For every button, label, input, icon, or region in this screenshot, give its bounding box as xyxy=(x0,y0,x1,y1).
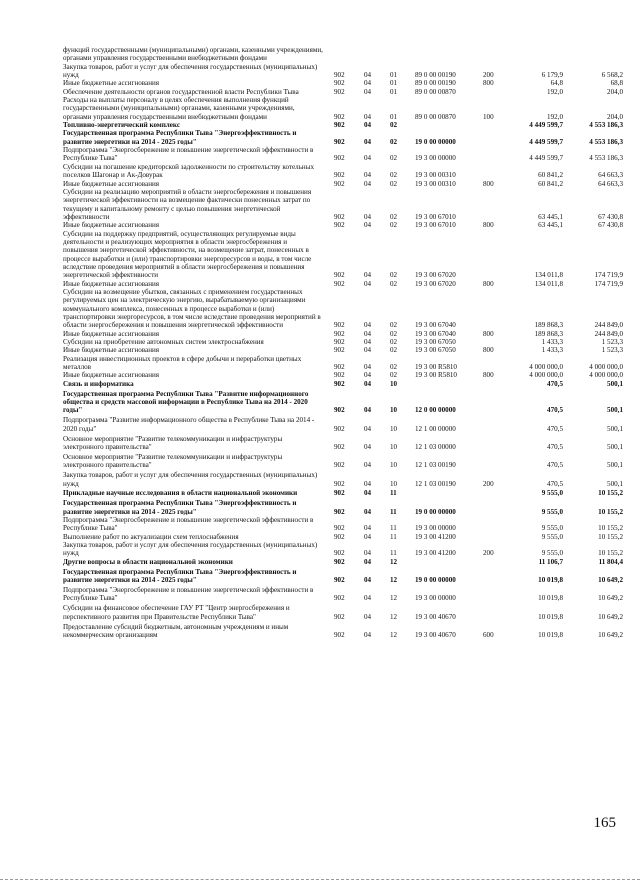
table-row xyxy=(63,330,623,338)
table-row xyxy=(63,188,623,221)
table-row xyxy=(63,489,623,497)
cell-amount-2019: 470,5 xyxy=(547,424,563,433)
row-description: Другие вопросы в области национальной экономики xyxy=(63,557,233,566)
cell-admin-code: 902 xyxy=(334,461,345,470)
cell-amount-2019: 192,0 xyxy=(547,112,563,121)
cell-subsection: 11 xyxy=(390,489,397,498)
cell-target-article: 19 3 00 00000 xyxy=(415,524,456,533)
cell-amount-2019: 192,0 xyxy=(547,87,563,96)
cell-admin-code: 902 xyxy=(334,179,345,188)
table-row xyxy=(63,121,623,129)
cell-amount-2020: 204,0 xyxy=(607,87,623,96)
cell-amount-2020: 1 523,3 xyxy=(601,338,623,347)
row-description: Иные бюджетные ассигнования xyxy=(63,346,160,355)
row-description: Предоставление субсидий бюджетным, автономным учреждениям и иным некоммерческим организациям xyxy=(63,622,289,639)
cell-admin-code: 902 xyxy=(334,442,345,451)
cell-section: 04 xyxy=(364,279,372,288)
row-description: Топливно-энергетический комплекс xyxy=(63,121,180,130)
cell-section: 04 xyxy=(364,406,372,415)
page-number: 165 xyxy=(593,815,616,831)
cell-section: 04 xyxy=(364,179,372,188)
row-description: Субсидии на погашение кредиторской задолженности по строительству котельных поселков Шагонар и Ак-Довурак xyxy=(63,162,315,180)
cell-amount-2019: 9 555,0 xyxy=(541,524,563,533)
cell-admin-code: 902 xyxy=(334,532,345,541)
table-row xyxy=(63,96,623,121)
cell-subsection: 01 xyxy=(390,79,398,88)
cell-section: 04 xyxy=(364,363,372,372)
table-row xyxy=(63,221,623,229)
cell-amount-2019: 60 841,2 xyxy=(538,179,563,188)
cell-amount-2020: 10 649,2 xyxy=(598,576,623,585)
cell-admin-code: 902 xyxy=(334,112,345,121)
row-description: Субсидии на возмещение убытков, связанных с применением государственных регулируемых цен на электрическую энергию, вырабатываемую организациями коммунального комплекса, понесенных в процессе выработки и (или) транспортировки энергоресурсов, в том числе вследствие проведения мероприятий в области энергосбережения и повышения энергетической эффективности xyxy=(63,287,321,330)
cell-amount-2019: 64,8 xyxy=(550,79,563,88)
cell-section: 04 xyxy=(364,371,372,380)
cell-subsection: 11 xyxy=(390,507,397,516)
cell-section: 04 xyxy=(364,79,372,88)
cell-expense-type: 800 xyxy=(483,371,494,380)
cell-subsection: 02 xyxy=(390,221,398,230)
cell-subsection: 02 xyxy=(390,363,398,372)
cell-section: 04 xyxy=(364,557,372,566)
cell-amount-2019: 470,5 xyxy=(547,442,563,451)
row-description: Закупка товаров, работ и услуг для обеспечения государственных (муниципальных) нужд xyxy=(63,541,318,558)
table-row xyxy=(63,623,623,640)
cell-subsection: 10 xyxy=(390,479,398,488)
cell-amount-2020: 10 649,2 xyxy=(598,612,623,621)
cell-amount-2019: 60 841,2 xyxy=(538,171,563,180)
cell-section: 04 xyxy=(364,212,372,221)
cell-amount-2020: 4 553 186,3 xyxy=(589,154,623,163)
cell-target-article: 19 3 00 R5810 xyxy=(415,371,457,380)
row-description: Обеспечение деятельности органов государственной власти Республики Тыва xyxy=(63,87,299,96)
cell-admin-code: 902 xyxy=(334,171,345,180)
row-description: Иные бюджетные ассигнования xyxy=(63,371,160,380)
cell-section: 04 xyxy=(364,154,372,163)
table-row xyxy=(63,288,623,330)
cell-expense-type: 100 xyxy=(483,112,494,121)
cell-amount-2020: 204,0 xyxy=(607,112,623,121)
table-row xyxy=(63,471,623,488)
cell-amount-2020: 10 155,2 xyxy=(598,532,623,541)
cell-amount-2020: 500,1 xyxy=(607,479,623,488)
row-description: Иные бюджетные ассигнования xyxy=(63,221,160,230)
cell-subsection: 10 xyxy=(390,379,398,388)
cell-subsection: 02 xyxy=(390,154,398,163)
cell-section: 04 xyxy=(364,121,372,130)
cell-subsection: 10 xyxy=(390,461,398,470)
cell-section: 04 xyxy=(364,171,372,180)
cell-subsection: 02 xyxy=(390,271,398,280)
table-row xyxy=(63,541,623,558)
cell-subsection: 12 xyxy=(390,576,398,585)
cell-expense-type: 600 xyxy=(483,630,494,639)
row-description: Прикладные научные исследования в области национальной экономики xyxy=(63,489,298,498)
cell-amount-2020: 64 663,3 xyxy=(598,171,623,180)
row-description: Государственная программа Республики Тыва "Энергоэффективность и развитие энергетики на 2014 - 2025 годы" xyxy=(63,567,297,585)
cell-admin-code: 902 xyxy=(334,576,345,585)
cell-section: 04 xyxy=(364,321,372,330)
table-row xyxy=(63,346,623,354)
table-row xyxy=(63,568,623,585)
cell-amount-2020: 174 719,9 xyxy=(594,279,623,288)
cell-amount-2019: 470,5 xyxy=(547,479,563,488)
cell-amount-2019: 10 019,8 xyxy=(538,630,563,639)
cell-section: 04 xyxy=(364,329,372,338)
row-description: Подпрограмма "Энергосбережение и повышение энергетической эффективности в Республике Тыва" xyxy=(63,586,314,603)
cell-target-article: 12 1 03 00190 xyxy=(415,461,456,470)
cell-section: 04 xyxy=(364,379,372,388)
cell-amount-2019: 63 445,1 xyxy=(538,221,563,230)
cell-section: 04 xyxy=(364,461,372,470)
cell-admin-code: 902 xyxy=(334,121,345,130)
table-row xyxy=(63,146,623,163)
cell-section: 04 xyxy=(364,576,372,585)
cell-subsection: 02 xyxy=(390,329,398,338)
cell-subsection: 02 xyxy=(390,321,398,330)
row-description: Основное мероприятие "Развитие телекоммуникации и инфраструктуры электронного правительства" xyxy=(63,452,283,470)
table-row xyxy=(63,79,623,87)
cell-section: 04 xyxy=(364,532,372,541)
cell-admin-code: 902 xyxy=(334,154,345,163)
cell-amount-2020: 500,1 xyxy=(607,461,623,470)
cell-target-article: 19 3 00 00310 xyxy=(415,179,456,188)
cell-section: 04 xyxy=(364,442,372,451)
cell-subsection: 02 xyxy=(390,212,398,221)
table-row xyxy=(63,46,623,63)
cell-amount-2020: 244 849,0 xyxy=(594,329,623,338)
cell-expense-type: 800 xyxy=(483,179,494,188)
cell-amount-2020: 68,8 xyxy=(610,79,623,88)
cell-amount-2019: 9 555,0 xyxy=(541,489,563,498)
cell-admin-code: 902 xyxy=(334,79,345,88)
cell-section: 04 xyxy=(364,71,372,80)
cell-target-article: 19 3 00 67040 xyxy=(415,329,456,338)
cell-expense-type: 800 xyxy=(483,346,494,355)
cell-amount-2020: 500,1 xyxy=(607,424,623,433)
cell-expense-type: 800 xyxy=(483,221,494,230)
cell-subsection: 01 xyxy=(390,112,398,121)
cell-target-article: 12 1 03 00190 xyxy=(415,479,456,488)
table-row xyxy=(63,499,623,516)
cell-admin-code: 902 xyxy=(334,594,345,603)
row-description: Государственная программа Республики Тыва "Энергоэффективность и развитие энергетики на 2014 - 2025 годы" xyxy=(63,499,297,516)
table-row xyxy=(63,230,623,280)
cell-subsection: 10 xyxy=(390,406,398,415)
cell-subsection: 11 xyxy=(390,549,397,558)
cell-subsection: 10 xyxy=(390,424,398,433)
cell-target-article: 19 3 00 41200 xyxy=(415,549,456,558)
cell-amount-2019: 4 449 599,7 xyxy=(529,154,563,163)
cell-subsection: 11 xyxy=(390,532,397,541)
cell-target-article: 19 3 00 00310 xyxy=(415,171,456,180)
cell-target-article: 19 0 00 00000 xyxy=(415,137,456,146)
cell-admin-code: 902 xyxy=(334,371,345,380)
row-description: Государственная программа Республики Тыва "Развитие информационного общества и средств массовой информации в Республике Тыва на 2014 - 2020 годы" xyxy=(63,389,309,415)
table-row xyxy=(63,380,623,388)
cell-amount-2020: 10 649,2 xyxy=(598,630,623,639)
cell-admin-code: 902 xyxy=(334,279,345,288)
row-description: Подпрограмма "Энергосбережение и повышение энергетической эффективности в Республике Тыва" xyxy=(63,146,314,163)
cell-amount-2020: 244 849,0 xyxy=(594,321,623,330)
cell-admin-code: 902 xyxy=(334,557,345,566)
cell-amount-2019: 4 000 000,0 xyxy=(529,371,563,380)
table-row xyxy=(63,604,623,621)
cell-admin-code: 902 xyxy=(334,71,345,80)
cell-subsection: 02 xyxy=(390,371,398,380)
row-description: Подпрограмма "Развитие информационного общества в Республике Тыва на 2014 - 2020 годы" xyxy=(63,416,315,433)
cell-expense-type: 800 xyxy=(483,329,494,338)
cell-section: 04 xyxy=(364,479,372,488)
cell-expense-type: 800 xyxy=(483,79,494,88)
cell-subsection: 02 xyxy=(390,338,398,347)
cell-admin-code: 902 xyxy=(334,137,345,146)
cell-expense-type: 200 xyxy=(483,479,494,488)
row-description: Основное мероприятие "Развитие телекоммуникации и инфраструктуры электронного правительства" xyxy=(63,434,283,451)
row-description: Реализация инвестиционных проектов в сфере добычи и переработки цветных металлов xyxy=(63,354,302,372)
cell-target-article: 19 3 00 67040 xyxy=(415,321,456,330)
cell-target-article: 19 3 00 67010 xyxy=(415,212,456,221)
table-row xyxy=(63,129,623,146)
table-row xyxy=(63,280,623,288)
cell-subsection: 11 xyxy=(390,524,397,533)
cell-section: 04 xyxy=(364,612,372,621)
cell-amount-2020: 10 155,2 xyxy=(598,524,623,533)
row-description: Выполнение работ по актуализации схем теплоснабжения xyxy=(63,532,239,541)
cell-target-article: 89 0 00 00870 xyxy=(415,112,456,121)
cell-subsection: 02 xyxy=(390,279,398,288)
cell-target-article: 89 0 00 00190 xyxy=(415,79,456,88)
row-description: функций государственными (муниципальными) органами, казенными учреждениями, органами управления государственными внебюджетными фондами xyxy=(63,46,323,63)
cell-admin-code: 902 xyxy=(334,479,345,488)
cell-amount-2020: 1 523,3 xyxy=(601,346,623,355)
cell-subsection: 12 xyxy=(390,594,398,603)
cell-subsection: 12 xyxy=(390,557,398,566)
cell-amount-2019: 10 019,8 xyxy=(538,612,563,621)
row-description: Связь и информатика xyxy=(63,379,134,388)
table-row xyxy=(63,88,623,96)
table-row xyxy=(63,558,623,566)
cell-admin-code: 902 xyxy=(334,379,345,388)
cell-amount-2019: 9 555,0 xyxy=(541,532,563,541)
cell-admin-code: 902 xyxy=(334,612,345,621)
row-description: Иные бюджетные ассигнования xyxy=(63,329,160,338)
table-row xyxy=(63,435,623,452)
cell-admin-code: 902 xyxy=(334,338,345,347)
cell-amount-2019: 4 449 599,7 xyxy=(529,121,563,130)
cell-amount-2019: 4 449 599,7 xyxy=(529,137,563,146)
cell-target-article: 12 1 03 00000 xyxy=(415,442,456,451)
cell-amount-2019: 9 555,0 xyxy=(541,549,563,558)
row-description: Субсидии на финансовое обеспечение ГАУ РТ "Центр энергосбережения и перспективного развития при Правительстве Республики Тыва" xyxy=(63,604,290,621)
cell-section: 04 xyxy=(364,87,372,96)
cell-admin-code: 902 xyxy=(334,271,345,280)
cell-amount-2020: 4 553 186,3 xyxy=(589,137,623,146)
cell-amount-2020: 64 663,3 xyxy=(598,179,623,188)
cell-amount-2019: 9 555,0 xyxy=(541,507,563,516)
cell-target-article: 12 0 00 00000 xyxy=(415,406,456,415)
cell-admin-code: 902 xyxy=(334,321,345,330)
row-description: Закупка товаров, работ и услуг для обеспечения государственных (муниципальных) нужд xyxy=(63,471,318,488)
cell-admin-code: 902 xyxy=(334,212,345,221)
cell-admin-code: 902 xyxy=(334,549,345,558)
cell-section: 04 xyxy=(364,338,372,347)
cell-target-article: 19 3 00 41200 xyxy=(415,532,456,541)
cell-target-article: 19 0 00 00000 xyxy=(415,576,456,585)
cell-target-article: 12 1 00 00000 xyxy=(415,424,456,433)
cell-target-article: 19 3 00 67050 xyxy=(415,346,456,355)
cell-amount-2019: 10 019,8 xyxy=(538,576,563,585)
row-description: Иные бюджетные ассигнования xyxy=(63,79,160,88)
cell-expense-type: 200 xyxy=(483,71,494,80)
cell-target-article: 19 3 00 67010 xyxy=(415,221,456,230)
cell-amount-2019: 189 868,3 xyxy=(534,329,563,338)
row-description: Субсидии на приобретение автономных систем электроснабжения xyxy=(63,338,264,347)
table-row xyxy=(63,453,623,470)
cell-amount-2020: 10 155,2 xyxy=(598,489,623,498)
cell-amount-2020: 500,1 xyxy=(607,379,623,388)
budget-table xyxy=(63,46,623,639)
cell-amount-2020: 10 155,2 xyxy=(598,507,623,516)
table-row xyxy=(63,338,623,346)
cell-admin-code: 902 xyxy=(334,489,345,498)
row-description: Закупка товаров, работ и услуг для обеспечения государственных (муниципальных) нужд xyxy=(63,62,318,80)
cell-section: 04 xyxy=(364,507,372,516)
cell-amount-2020: 11 804,4 xyxy=(598,557,623,566)
cell-admin-code: 902 xyxy=(334,329,345,338)
row-description: Иные бюджетные ассигнования xyxy=(63,179,160,188)
cell-amount-2019: 6 179,9 xyxy=(541,71,563,80)
table-row xyxy=(63,516,623,533)
cell-target-article: 19 3 00 00000 xyxy=(415,594,456,603)
cell-amount-2019: 11 106,7 xyxy=(538,557,563,566)
table-row xyxy=(63,63,623,80)
table-row xyxy=(63,163,623,180)
cell-section: 04 xyxy=(364,424,372,433)
cell-section: 04 xyxy=(364,594,372,603)
cell-amount-2019: 189 868,3 xyxy=(534,321,563,330)
cell-amount-2020: 4 553 186,3 xyxy=(589,121,623,130)
cell-target-article: 19 3 00 40670 xyxy=(415,630,456,639)
cell-section: 04 xyxy=(364,271,372,280)
cell-subsection: 02 xyxy=(390,179,398,188)
cell-subsection: 02 xyxy=(390,137,398,146)
row-description: Подпрограмма "Энергосбережение и повышение энергетической эффективности в Республике Тыва" xyxy=(63,516,314,533)
cell-target-article: 19 3 00 40670 xyxy=(415,612,456,621)
cell-section: 04 xyxy=(364,630,372,639)
cell-amount-2020: 10 155,2 xyxy=(598,549,623,558)
cell-section: 04 xyxy=(364,489,372,498)
cell-subsection: 01 xyxy=(390,87,398,96)
cell-amount-2020: 67 430,8 xyxy=(598,221,623,230)
row-description: Государственная программа Республики Тыва "Энергоэффективность и развитие энергетики на 2014 - 2025 годы" xyxy=(63,129,297,146)
cell-section: 04 xyxy=(364,221,372,230)
cell-amount-2019: 10 019,8 xyxy=(538,594,563,603)
cell-admin-code: 902 xyxy=(334,346,345,355)
cell-admin-code: 902 xyxy=(334,507,345,516)
table-row xyxy=(63,416,623,433)
cell-section: 04 xyxy=(364,112,372,121)
cell-amount-2019: 4 000 000,0 xyxy=(529,363,563,372)
cell-amount-2020: 500,1 xyxy=(607,442,623,451)
cell-admin-code: 902 xyxy=(334,424,345,433)
cell-subsection: 10 xyxy=(390,442,398,451)
cell-subsection: 02 xyxy=(390,346,398,355)
cell-amount-2020: 67 430,8 xyxy=(598,212,623,221)
cell-amount-2020: 174 719,9 xyxy=(594,271,623,280)
cell-subsection: 02 xyxy=(390,121,398,130)
cell-amount-2020: 4 000 000,0 xyxy=(589,363,623,372)
cell-section: 04 xyxy=(364,137,372,146)
cell-section: 04 xyxy=(364,524,372,533)
cell-target-article: 19 3 00 00000 xyxy=(415,154,456,163)
cell-target-article: 89 0 00 00870 xyxy=(415,87,456,96)
cell-admin-code: 902 xyxy=(334,406,345,415)
cell-amount-2019: 63 445,1 xyxy=(538,212,563,221)
cell-target-article: 89 0 00 00190 xyxy=(415,71,456,80)
cell-target-article: 19 3 00 67050 xyxy=(415,338,456,347)
cell-amount-2019: 470,5 xyxy=(547,406,563,415)
cell-subsection: 01 xyxy=(390,71,398,80)
row-description: Иные бюджетные ассигнования xyxy=(63,279,160,288)
cell-admin-code: 902 xyxy=(334,630,345,639)
cell-amount-2019: 1 433,3 xyxy=(541,338,563,347)
table-row xyxy=(63,390,623,415)
cell-admin-code: 902 xyxy=(334,363,345,372)
table-row xyxy=(63,533,623,541)
cell-admin-code: 902 xyxy=(334,221,345,230)
cell-target-article: 19 3 00 67020 xyxy=(415,271,456,280)
cell-section: 04 xyxy=(364,549,372,558)
cell-subsection: 12 xyxy=(390,630,398,639)
table-row xyxy=(63,586,623,603)
cell-expense-type: 200 xyxy=(483,549,494,558)
cell-subsection: 02 xyxy=(390,171,398,180)
cell-section: 04 xyxy=(364,346,372,355)
cell-amount-2019: 134 011,8 xyxy=(534,271,563,280)
cell-amount-2019: 470,5 xyxy=(547,461,563,470)
cell-amount-2020: 4 000 000,0 xyxy=(589,371,623,380)
table-row xyxy=(63,355,623,372)
cell-amount-2019: 470,5 xyxy=(547,379,563,388)
row-description: Субсидии на поддержку предприятий, осуществляющих регулируемые виды деятельности и реализующих мероприятия в области энергосбережения и повышения энергетической эффективности, на возмещение затрат, понесенных в процессе выработки и (или) транспортировки энергоресурсов и воды, в том числе вследствие проведения мероприятий в области энергосбережения и повышения энергетической эффективности xyxy=(63,229,312,280)
cell-amount-2019: 134 011,8 xyxy=(534,279,563,288)
table-row xyxy=(63,371,623,379)
cell-target-article: 19 0 00 00000 xyxy=(415,507,456,516)
cell-expense-type: 800 xyxy=(483,279,494,288)
cell-amount-2020: 6 568,2 xyxy=(601,71,623,80)
cell-amount-2019: 1 433,3 xyxy=(541,346,563,355)
row-description: Субсидии на реализацию мероприятий в области энергосбережения и повышения энергетической эффективности на возмещение фактически понесенных затрат по текущему и капитальному ремонту с целью повышения энергетической эффективности xyxy=(63,187,312,221)
cell-target-article: 19 3 00 67020 xyxy=(415,279,456,288)
page-bottom-divider xyxy=(0,879,640,880)
cell-target-article: 19 3 00 R5810 xyxy=(415,363,457,372)
table-row xyxy=(63,180,623,188)
cell-amount-2020: 500,1 xyxy=(607,406,623,415)
cell-admin-code: 902 xyxy=(334,524,345,533)
cell-subsection: 12 xyxy=(390,612,398,621)
row-description: Расходы на выплаты персоналу в целях обеспечения выполнения функций государственными (муниципальными) органами, казенными учреждениями, органами управления государственными внебюджетными фондами xyxy=(63,96,295,121)
cell-amount-2020: 10 649,2 xyxy=(598,594,623,603)
cell-admin-code: 902 xyxy=(334,87,345,96)
